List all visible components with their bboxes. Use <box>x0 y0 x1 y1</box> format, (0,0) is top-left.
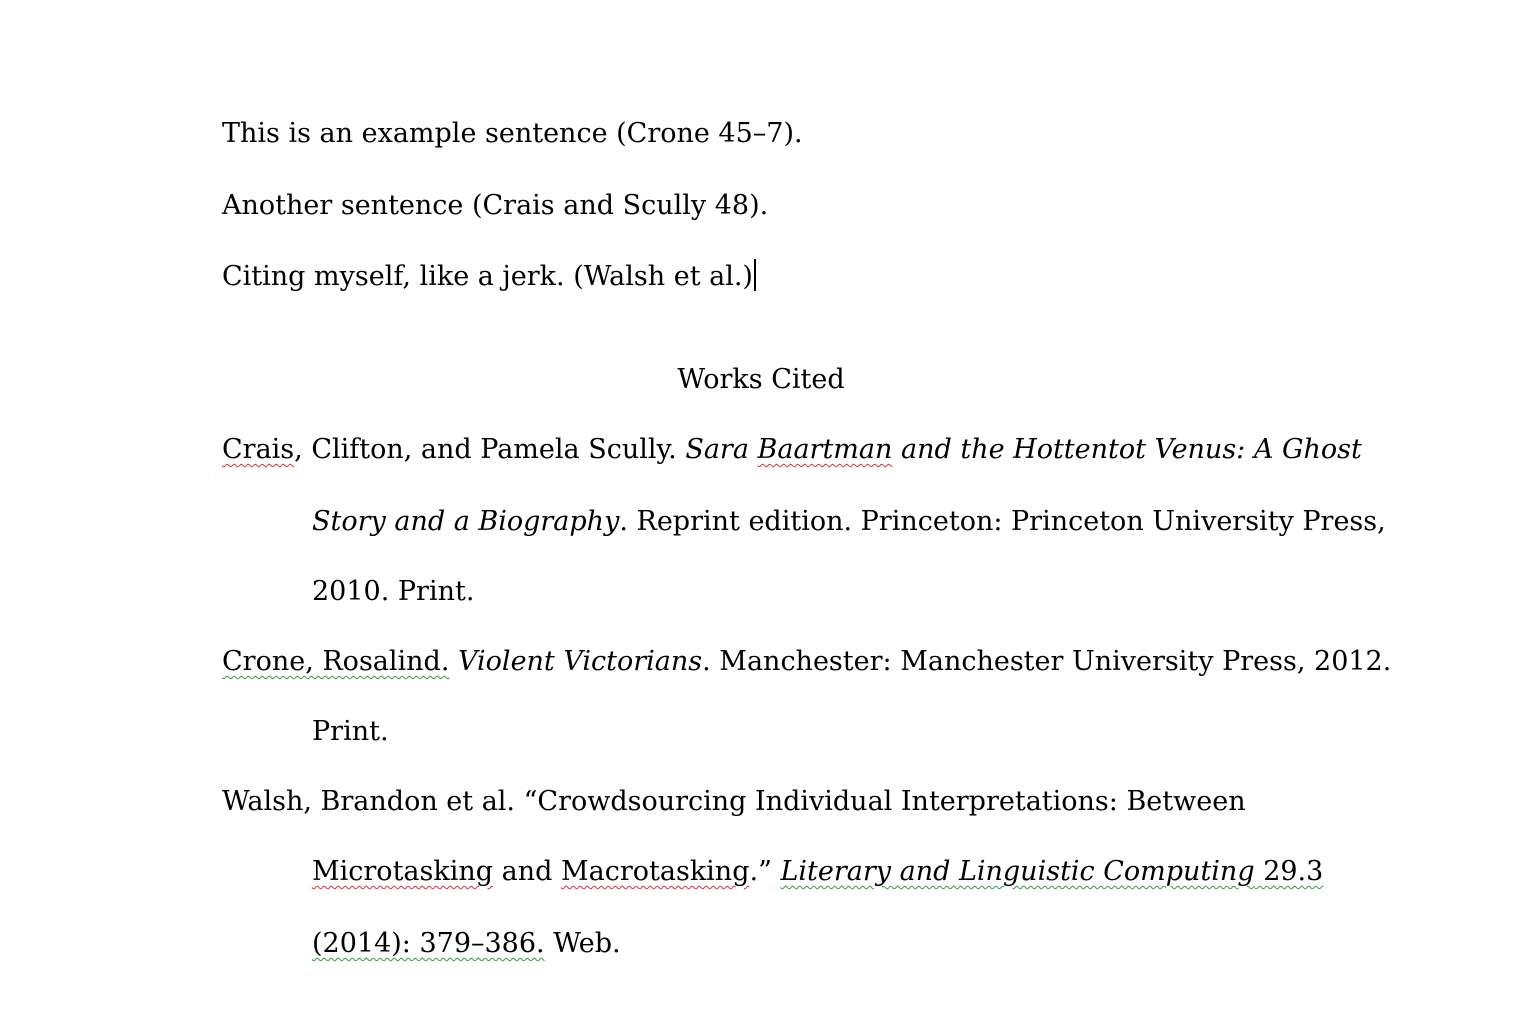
grammar-flag-pages: (2014): 379–386. <box>312 928 545 959</box>
works-cited-heading[interactable] <box>0 363 1522 397</box>
works-cited-heading-text: Works Cited <box>677 364 845 395</box>
citation-2-title: Violent Victorians <box>458 646 703 677</box>
citation-2-line-2[interactable] <box>312 715 389 749</box>
body-sentence-2[interactable] <box>222 189 768 223</box>
citation-3-medium: Web. <box>544 928 621 959</box>
citation-1-line-2[interactable] <box>312 505 1386 539</box>
citation-2-line-1[interactable] <box>222 645 1391 679</box>
citation-3-line-2[interactable] <box>312 855 1323 889</box>
grammar-flag-volume: 29.3 <box>1254 856 1324 887</box>
citation-1-line-1[interactable] <box>222 433 1362 467</box>
body-sentence-3-text: Citing myself, like a jerk. (Walsh et al.) <box>222 261 753 292</box>
citation-3-line-3[interactable] <box>312 927 621 961</box>
citation-3-and: and <box>493 856 561 887</box>
body-sentence-3[interactable] <box>222 259 756 294</box>
body-sentence-1[interactable] <box>222 117 803 151</box>
citation-1-line-3[interactable] <box>312 575 474 609</box>
citation-1-title-c: and the Hottentot Venus: A Ghost <box>892 434 1362 465</box>
spell-flag-macrotasking: Macrotasking <box>560 856 750 887</box>
grammar-flag-crone: Crone, Rosalind. <box>222 646 450 677</box>
spell-flag-microtasking: Microtasking <box>312 856 494 887</box>
citation-2-publisher: . Manchester: Manchester University Press, 2012. <box>702 646 1392 677</box>
citation-1-title-a: Sara <box>685 434 758 465</box>
spell-flag-baartman: Baartman <box>757 434 893 465</box>
body-sentence-2-text: Another sentence (Crais and Scully 48). <box>222 190 769 221</box>
citation-2-medium: Print. <box>312 716 389 747</box>
citation-1-year: 2010. Print. <box>312 576 475 607</box>
citation-1-author-rest: , Clifton, and Pamela Scully. <box>294 434 686 465</box>
citation-3-author-title: Walsh, Brandon et al. “Crowdsourcing Individual Interpretations: Between <box>222 786 1246 817</box>
citation-1-title-end: Story and a Biography <box>312 506 620 537</box>
citation-2-sep <box>449 646 458 677</box>
citation-1-publisher: . Reprint edition. Princeton: Princeton University Press, <box>619 506 1386 537</box>
citation-3-line-1[interactable] <box>222 785 1246 819</box>
body-sentence-1-text: This is an example sentence (Crone 45–7). <box>222 118 803 149</box>
grammar-flag-journal: Literary and Linguistic Computing <box>780 856 1255 887</box>
text-cursor <box>754 259 756 291</box>
spell-flag-crais: Crais <box>222 434 295 465</box>
citation-3-quote-end: .” <box>749 856 781 887</box>
